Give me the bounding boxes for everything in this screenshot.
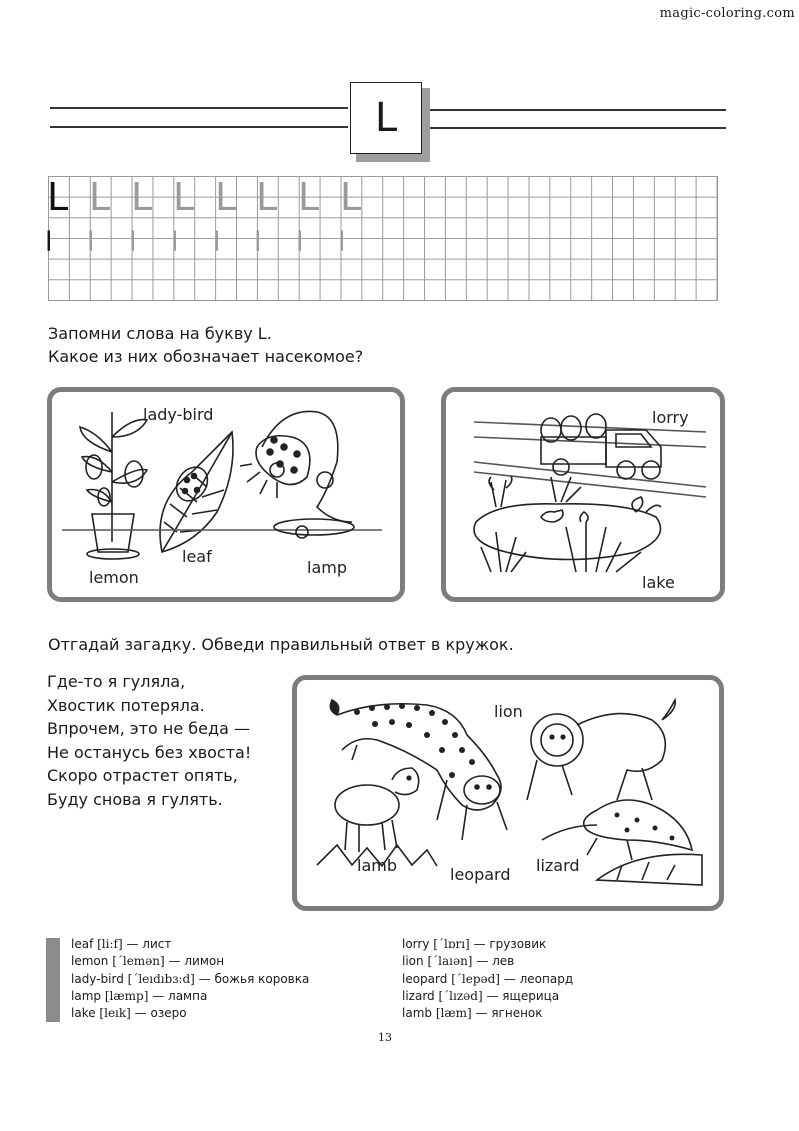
label-lamp: lamp — [307, 558, 347, 577]
glossary-entry: lizard [ˊlızəd] — ящерица — [402, 988, 560, 1003]
header-rule-top-right — [430, 109, 726, 111]
label-lizard: lizard — [536, 856, 580, 875]
grid-letter-big: L — [173, 175, 195, 219]
poem-line: Не останусь без хвоста! — [47, 742, 252, 762]
site-credit: magic-coloring.com — [659, 6, 795, 21]
glossary-entry: lake [leık] — озеро — [71, 1006, 187, 1021]
grid-letter-small: l — [296, 227, 304, 258]
riddle-instruction: Отгадай загадку. Обведи правильный ответ в кружок. — [48, 635, 514, 654]
poem-line: Где-то я гуляла, — [47, 672, 186, 691]
glossary-entry: leaf [li:f] — лист — [71, 937, 172, 951]
glossary-entry: lion [ˊlaıən] — лев — [402, 954, 515, 969]
label-lorry: lorry — [652, 408, 689, 427]
header-rule-top-left — [50, 107, 348, 109]
poem-line: Буду снова я гулять. — [47, 789, 223, 809]
grid-letter-small: l — [171, 227, 179, 258]
grid-letter-small: l — [87, 227, 95, 258]
label-lemon: lemon — [89, 568, 139, 587]
glossary-right — [402, 936, 573, 1022]
label-lamb: lamb — [357, 856, 397, 875]
glossary-left — [71, 936, 309, 1022]
instruction-line: Запомни слова на букву L. — [48, 324, 272, 343]
glossary-entry: lamb [læm] — ягненок — [402, 1006, 543, 1021]
letter-box: L — [350, 82, 422, 154]
header-rule-bottom-right — [430, 127, 726, 129]
header-rule-bottom-left — [50, 126, 348, 128]
grid-letter-big: L — [298, 175, 320, 219]
grid-letter-big: L — [340, 175, 362, 219]
picture-1-illustration — [52, 392, 400, 597]
glossary-entry: lemon [ˊlemən] — лимон — [71, 954, 225, 969]
grid-letter-small: l — [254, 227, 262, 258]
label-lion: lion — [494, 702, 523, 721]
glossary-entry: leopard [ˊlepəd] — леопард — [402, 971, 574, 986]
poem-line: Хвостик потеряла. — [47, 695, 205, 715]
grid-letter-big: L — [215, 175, 237, 219]
grid-letter-big: L — [131, 175, 153, 219]
label-lake: lake — [642, 573, 675, 592]
poem-line: Скоро отрастет опять, — [47, 766, 238, 786]
grid-letter-small: l — [338, 227, 346, 258]
grid-letter-big: L — [89, 175, 111, 219]
glossary-bar — [46, 938, 60, 1022]
label-lady-bird: lady-bird — [143, 405, 214, 424]
page-number: 13 — [378, 1031, 392, 1044]
poem-line: Впрочем, это не беда — — [47, 719, 250, 739]
instruction-line: Какое из них обозначает насекомое? — [48, 347, 364, 366]
riddle-poem — [47, 670, 251, 812]
label-leopard: leopard — [450, 865, 511, 884]
glossary-entry: lady-bird [ˊleıdıbɜ:d] — божья коровка — [71, 971, 310, 986]
grid-letter-big: L — [47, 175, 69, 219]
label-leaf: leaf — [182, 547, 212, 566]
instructions — [48, 322, 363, 368]
picture-frame-1 — [47, 387, 405, 602]
grid-letter-small: l — [213, 227, 221, 258]
grid-letter-small: l — [45, 227, 53, 258]
glossary-entry: lamp [læmp] — лампа — [71, 988, 208, 1003]
glossary-entry: lorry [ˊlɒrı] — грузовик — [402, 937, 547, 951]
picture-frame-2 — [441, 387, 725, 602]
grid-letter-small: l — [129, 227, 137, 258]
grid-letter-big: L — [256, 175, 278, 219]
picture-frame-3 — [292, 675, 724, 911]
